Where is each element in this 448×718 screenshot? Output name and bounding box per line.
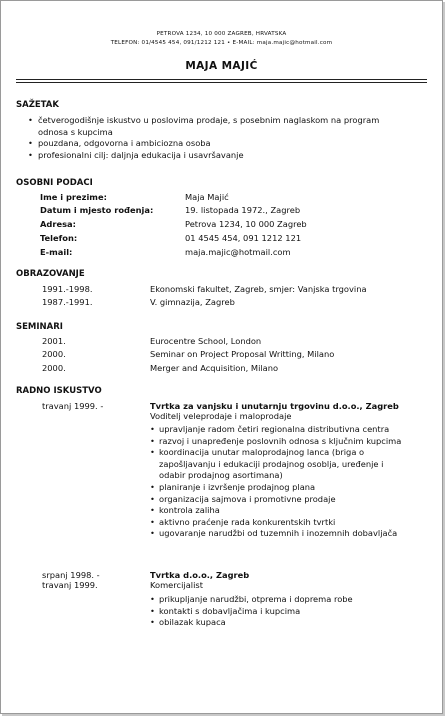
duty-item: • ugovaranje narudžbi od tuzemnih i inozemnih dobavljača [150, 528, 401, 540]
job-duties [150, 424, 401, 540]
personal-heading: OSOBNI PODACI [16, 178, 93, 188]
job-duties [150, 594, 353, 629]
summary-item-continued [28, 127, 379, 139]
personal-value: maja.majic@hotmail.com [185, 247, 291, 257]
duty-item: • koordinacija unutar maloprodajnog lanca (briga o [150, 447, 401, 459]
job-position: Voditelj veleprodaje i maloprodaje [150, 411, 292, 421]
personal-value: 19. listopada 1972., Zagreb [185, 205, 301, 215]
cv-name: MAJA MAJIĆ [185, 60, 258, 72]
education-text: Ekonomski fakultet, Zagreb, smjer: Vanjska trgovina [150, 284, 367, 294]
duty-item: • organizacija sajmova i promotivne prodaje [150, 494, 401, 506]
personal-label: E-mail: [40, 247, 73, 257]
seminar-period: 2000. [42, 363, 66, 373]
job-position: Komercijalist [150, 580, 203, 590]
duty-item: • prikupljanje narudžbi, otprema i doprema robe [150, 594, 353, 606]
seminar-text: Eurocentre School, London [150, 336, 262, 346]
seminar-period: 2000. [42, 349, 66, 359]
seminars-heading: SEMINARI [16, 322, 63, 332]
job-company: Tvrtka za vanjsku i unutarnju trgovinu d.o.o., Zagreb [150, 401, 399, 411]
duty-item: • upravljanje radom četiri regionalna distributivna centra [150, 424, 401, 436]
education-text: V. gimnazija, Zagreb [150, 297, 235, 307]
seminar-text: Merger and Acquisition, Milano [150, 363, 279, 373]
summary-item: • četverogodišnje iskustvo u poslovima prodaje, s posebnim naglaskom na program [28, 115, 379, 127]
duty-item: • planiranje i izvršenje prodajnog plana [150, 482, 401, 494]
duty-item: • kontrola zaliha [150, 505, 401, 517]
education-period: 1991.-1998. [42, 284, 93, 294]
duty-item-continued [150, 470, 401, 482]
personal-value: 01 4545 454, 091 1212 121 [185, 233, 302, 243]
duty-item-continued-text: odabir prodajnog asortimana) [159, 470, 283, 481]
personal-label: Telefon: [40, 233, 78, 243]
job-period: travanj 1999. - [42, 401, 104, 411]
personal-value: Maja Majić [185, 192, 229, 202]
duty-item: • razvoj i unapređenje poslovnih odnosa s ključnim kupcima [150, 436, 401, 448]
duty-item: • aktivno praćenje rada konkurentskih tvrtki [150, 517, 401, 529]
personal-label: Adresa: [40, 219, 76, 229]
header-contact: TELEFON: 01/4545 454, 091/1212 121 • E-MAIL: maja.majic@hotmail.com [110, 40, 333, 46]
personal-value: Petrova 1234, 10 000 Zagreb [185, 219, 307, 229]
summary-item: • profesionalni cilj: daljnja edukacija i usavršavanje [28, 150, 379, 162]
seminar-period: 2001. [42, 336, 66, 346]
divider-line [16, 79, 427, 80]
summary-item: • pouzdana, odgovorna i ambiciozna osoba [28, 138, 379, 150]
job-company: Tvrtka d.o.o., Zagreb [150, 570, 250, 580]
duty-item-continued-text: zapošljavanju i edukaciji prodajnog osoblja, uređenje i [159, 458, 384, 469]
experience-heading: RADNO ISKUSTVO [16, 386, 102, 396]
header-address: PETROVA 1234, 10 000 ZAGREB, HRVATSKA [156, 31, 287, 37]
duty-item: • obilazak kupaca [150, 617, 353, 629]
duty-item: • kontakti s dobavljačima i kupcima [150, 606, 353, 618]
education-period: 1987.-1991. [42, 297, 93, 307]
education-heading: OBRAZOVANJE [16, 269, 85, 279]
seminar-text: Seminar on Project Proposal Writting, Milano [150, 349, 335, 359]
summary-item-continued-text: odnosa s kupcima [38, 126, 113, 137]
personal-label: Datum i mjesto rođenja: [40, 205, 154, 215]
summary-heading: SAŽETAK [16, 100, 59, 110]
summary-list [28, 115, 379, 161]
divider-line-2 [16, 82, 427, 83]
duty-item-continued [150, 459, 401, 471]
job-period-end: travanj 1999. [42, 580, 98, 590]
job-period: srpanj 1998. - [42, 570, 100, 580]
personal-label: Ime i prezime: [40, 192, 107, 202]
